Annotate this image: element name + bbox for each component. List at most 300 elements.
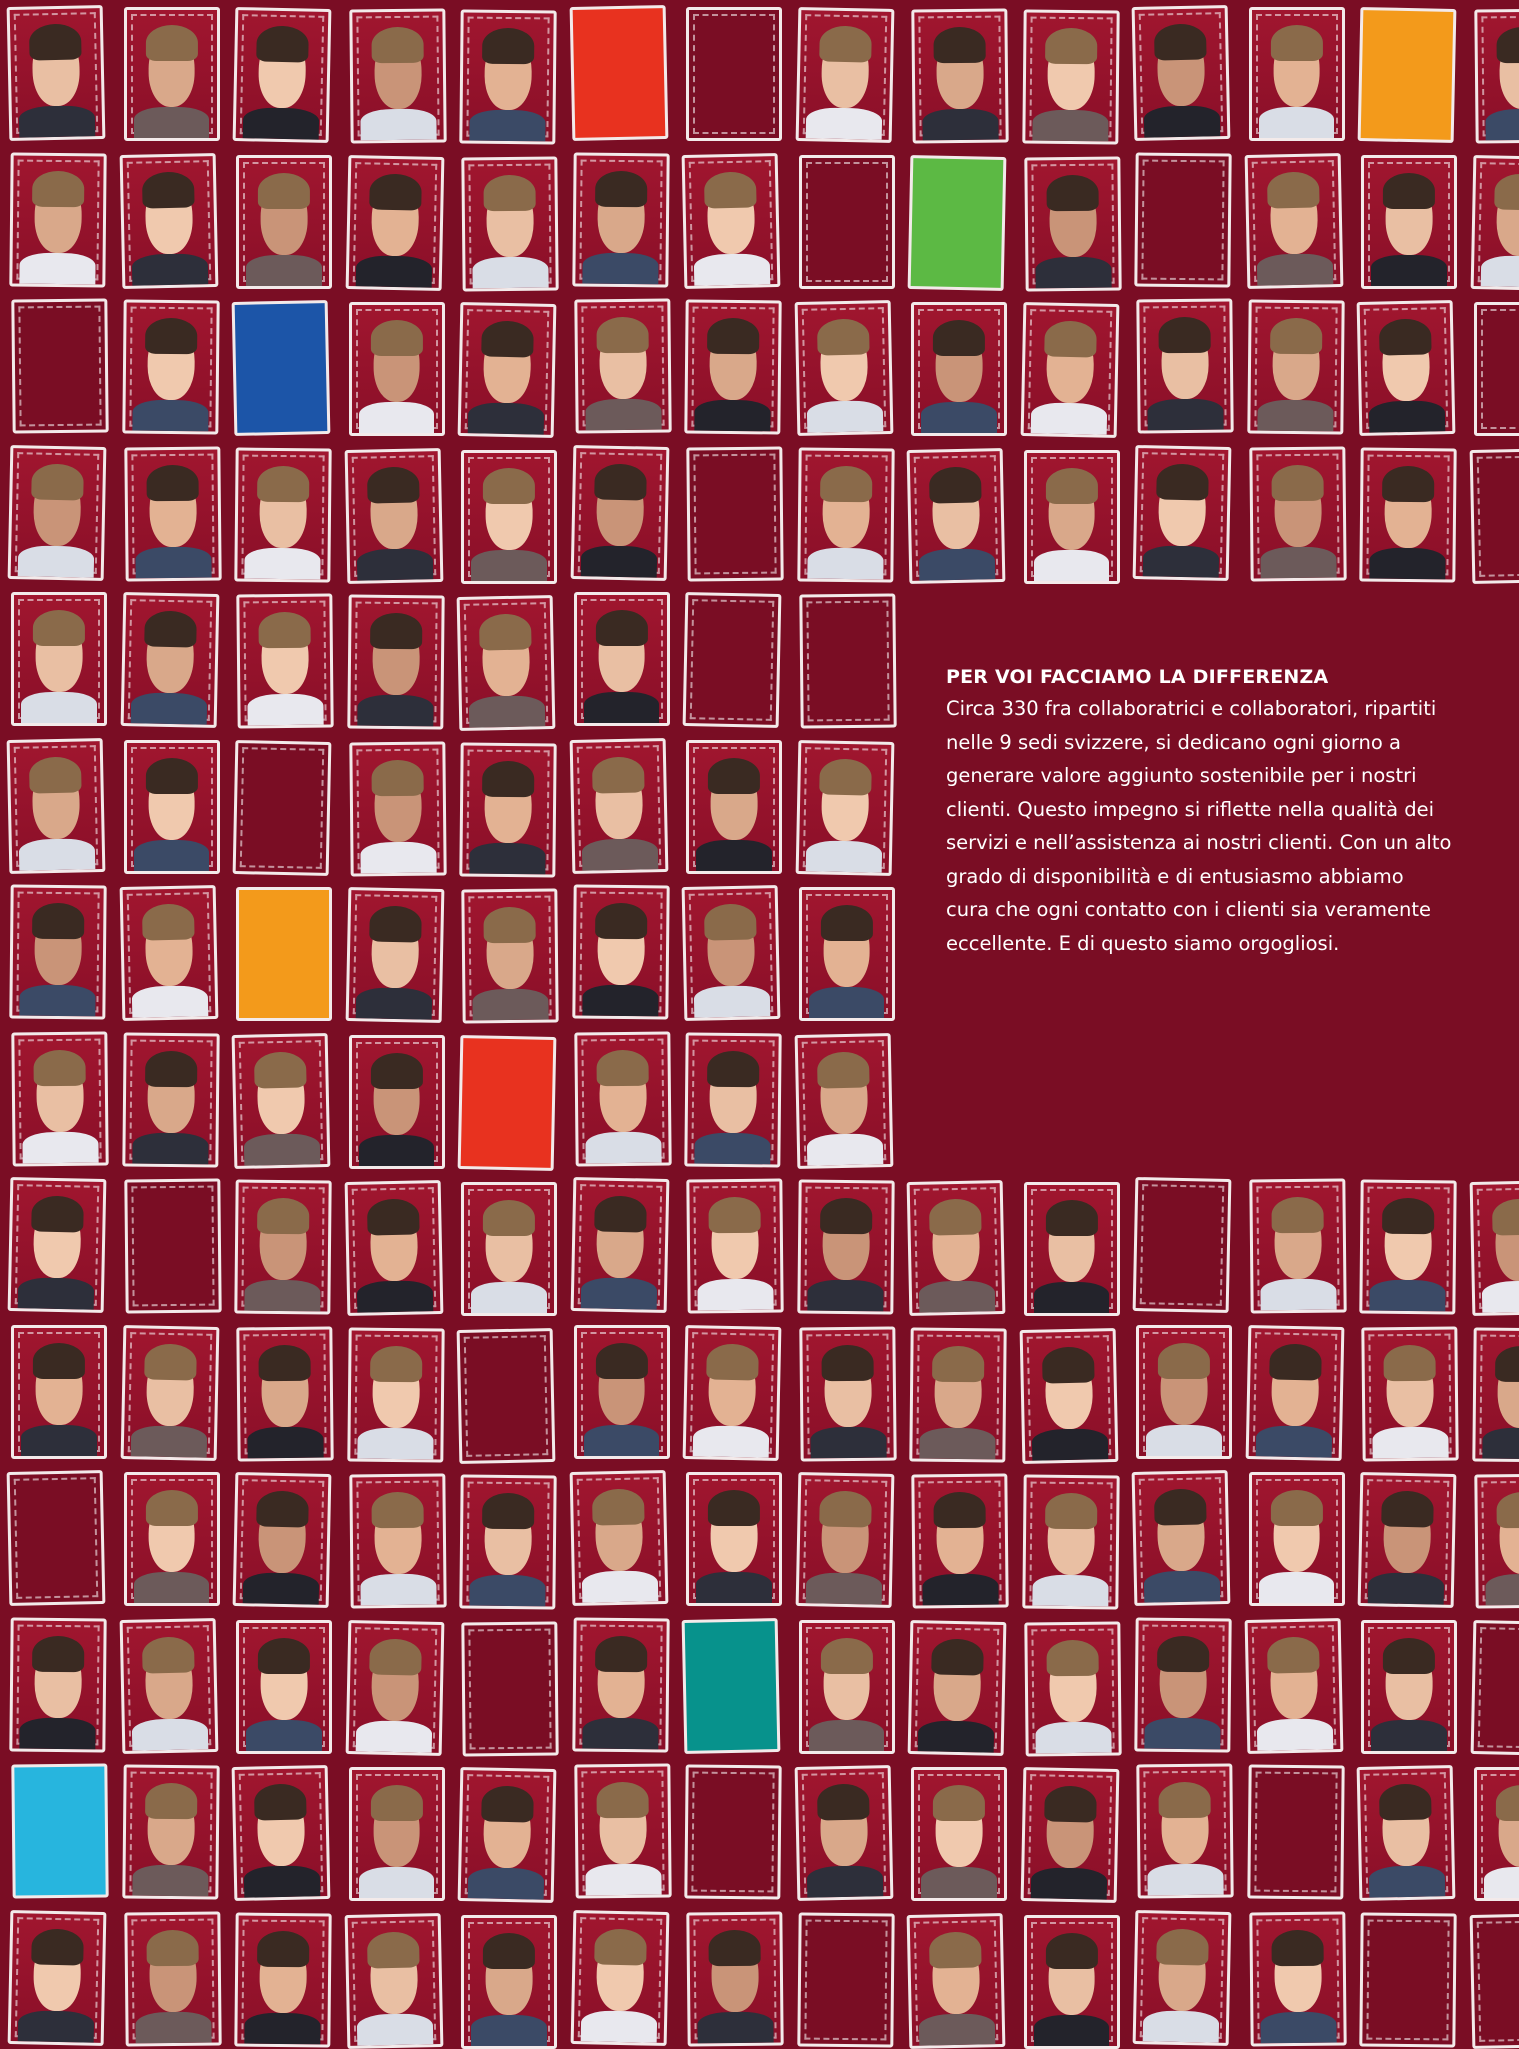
portrait-shirt — [805, 1572, 881, 1604]
portrait-hair — [1045, 1493, 1098, 1529]
portrait-hair — [1495, 1785, 1519, 1821]
portrait-shirt — [807, 1280, 883, 1312]
portrait-photo — [120, 1325, 219, 1461]
portrait-photo — [1357, 1765, 1456, 1901]
portrait-hair — [481, 321, 534, 358]
portrait-shirt — [468, 1867, 544, 1899]
portrait-hair — [1379, 319, 1432, 356]
portrait-hair — [596, 1050, 649, 1086]
portrait-photo — [907, 448, 1006, 584]
portrait-hair — [144, 1343, 197, 1380]
portrait-photo — [572, 152, 669, 287]
portrait-photo — [1020, 1767, 1119, 1903]
portrait-shirt — [581, 1570, 657, 1602]
portrait-shirt — [18, 545, 94, 577]
portrait-hair — [146, 465, 199, 501]
portrait-hair — [1046, 1640, 1099, 1676]
portrait-hair — [820, 1198, 873, 1234]
portrait-photo — [9, 152, 106, 287]
panel-body: Circa 330 fra collaboratrici e collaboratori, ripartiti nelle 9 sedi svizzere, si dedicano ogni giorno a generare valore aggiunto sostenibile per i nostri clienti. Questo impegno si riflette nella qualità dei servizi e nell’assistenza ai nostri clienti. Con un alto grado di disponibilità e di entusiasmo abbiamo cura che ogni contatto con i clienti sia veramente eccellente. E di questo siamo orgogliosi. — [946, 692, 1506, 960]
portrait-hair — [596, 1782, 649, 1818]
portrait-hair — [820, 905, 872, 941]
portrait-hair — [371, 1492, 424, 1528]
portrait-photo — [570, 1177, 669, 1313]
portrait-photo — [458, 302, 557, 438]
portrait-shirt — [359, 402, 435, 433]
portrait-shirt — [135, 2011, 211, 2043]
portrait-shirt — [19, 105, 95, 137]
portrait-shirt — [130, 692, 206, 724]
portrait-shirt — [1031, 1428, 1107, 1460]
portrait-hair — [591, 1489, 644, 1526]
portrait-hair — [1496, 1492, 1519, 1528]
portrait-hair — [933, 1785, 985, 1821]
portrait-hair — [145, 1783, 198, 1819]
portrait-photo — [344, 1913, 443, 2049]
portrait-shirt — [919, 548, 995, 580]
portrait-shirt — [130, 1425, 206, 1457]
portrait-photo — [570, 1910, 669, 2046]
portrait-shirt — [923, 1574, 999, 1606]
portrait-hair — [933, 1492, 986, 1528]
portrait-hair — [141, 1636, 194, 1673]
color-tile-orange — [1358, 7, 1457, 143]
portrait-photo — [686, 1911, 783, 2046]
portrait-shirt — [244, 1865, 320, 1897]
portrait-photo — [347, 1327, 444, 1462]
portrait-photo — [120, 592, 219, 728]
portrait-hair — [1270, 318, 1323, 354]
portrait-hair — [1383, 1345, 1436, 1381]
portrait-photo — [8, 1177, 107, 1313]
empty-frame — [797, 1912, 894, 2047]
portrait-photo — [909, 1327, 1006, 1462]
portrait-hair — [32, 171, 85, 207]
portrait-shirt — [131, 1718, 207, 1750]
portrait-shirt — [585, 1131, 661, 1163]
portrait-shirt — [582, 252, 658, 284]
portrait-shirt — [809, 987, 885, 1018]
portrait-hair — [254, 1051, 307, 1088]
portrait-hair — [929, 1931, 982, 1968]
portrait-photo — [799, 887, 895, 1021]
portrait-hair — [1271, 1197, 1324, 1233]
portrait-hair — [33, 1343, 85, 1379]
portrait-photo — [124, 7, 220, 141]
portrait-shirt — [1144, 105, 1220, 137]
portrait-hair — [144, 611, 197, 648]
portrait-shirt — [1035, 1721, 1111, 1753]
portrait-hair — [254, 1784, 307, 1821]
portrait-photo — [794, 300, 893, 436]
portrait-shirt — [355, 1720, 431, 1752]
portrait-photo — [7, 5, 106, 141]
portrait-photo — [461, 889, 558, 1024]
portrait-hair — [708, 1490, 760, 1526]
portrait-shirt — [1255, 1425, 1331, 1457]
portrait-hair — [371, 27, 424, 63]
portrait-photo — [457, 595, 556, 731]
portrait-photo — [572, 885, 669, 1020]
portrait-photo — [1133, 445, 1232, 581]
portrait-photo — [234, 1180, 331, 1315]
portrait-photo — [572, 1617, 669, 1752]
portrait-hair — [257, 466, 310, 502]
portrait-photo — [1472, 1327, 1519, 1462]
portrait-photo — [911, 9, 1008, 144]
portrait-shirt — [807, 547, 883, 579]
portrait-photo — [684, 1032, 781, 1167]
portrait-photo — [795, 1472, 894, 1608]
portrait-photo — [1361, 1620, 1457, 1754]
portrait-photo — [682, 153, 781, 289]
portrait-photo — [11, 1325, 107, 1459]
portrait-shirt — [923, 109, 999, 141]
portrait-shirt — [1370, 1280, 1446, 1312]
portrait-shirt — [473, 256, 549, 288]
portrait-shirt — [1484, 1867, 1519, 1898]
portrait-photo — [1134, 1617, 1231, 1752]
portrait-shirt — [18, 2010, 94, 2042]
portrait-shirt — [470, 842, 546, 874]
portrait-photo — [794, 1033, 893, 1169]
portrait-photo — [797, 1180, 894, 1315]
portrait-shirt — [360, 1574, 436, 1606]
portrait-shirt — [582, 985, 658, 1017]
portrait-hair — [1495, 1346, 1519, 1382]
portrait-shirt — [245, 1280, 321, 1312]
portrait-hair — [591, 756, 644, 793]
portrait-hair — [145, 1490, 197, 1526]
portrait-photo — [1474, 1474, 1519, 1609]
portrait-photo — [461, 1915, 557, 2049]
portrait-shirt — [1370, 547, 1446, 579]
portrait-hair — [483, 907, 536, 943]
portrait-hair — [1270, 1490, 1322, 1526]
portrait-shirt — [805, 840, 881, 872]
portrait-hair — [819, 1491, 872, 1528]
portrait-hair — [483, 1933, 535, 1969]
text-panel — [946, 666, 1506, 960]
portrait-shirt — [919, 1280, 995, 1312]
portrait-hair — [479, 614, 532, 651]
portrait-hair — [1271, 465, 1324, 501]
portrait-shirt — [1369, 400, 1445, 432]
portrait-photo — [686, 1472, 782, 1606]
portrait-hair — [29, 756, 82, 793]
empty-frame — [457, 1328, 556, 1464]
portrait-photo — [1020, 302, 1119, 438]
empty-frame — [686, 446, 783, 581]
portrait-photo — [682, 885, 781, 1021]
color-tile-red — [458, 1035, 557, 1171]
portrait-hair — [704, 171, 757, 208]
portrait-shirt — [357, 1427, 433, 1459]
portrait-shirt — [698, 1279, 774, 1311]
portrait-shirt — [585, 1864, 661, 1896]
portrait-shirt — [245, 547, 321, 579]
portrait-hair — [31, 1928, 84, 1965]
portrait-photo — [236, 1326, 333, 1461]
portrait-shirt — [132, 1865, 208, 1897]
portrait-hair — [481, 1786, 534, 1823]
portrait-shirt — [244, 1133, 320, 1165]
portrait-shirt — [1371, 255, 1447, 286]
portrait-shirt — [470, 110, 546, 142]
portrait-shirt — [360, 841, 436, 873]
portrait-hair — [816, 319, 869, 356]
portrait-shirt — [135, 546, 211, 578]
portrait-photo — [907, 1913, 1006, 2049]
portrait-photo — [1361, 155, 1457, 289]
portrait-hair — [145, 25, 197, 61]
portrait-photo — [122, 1765, 219, 1900]
portrait-photo — [1024, 156, 1121, 291]
portrait-shirt — [696, 1572, 772, 1603]
portrait-hair — [1266, 1636, 1319, 1673]
portrait-hair — [366, 1199, 419, 1236]
portrait-shirt — [1145, 1717, 1221, 1749]
portrait-shirt — [580, 545, 656, 577]
portrait-shirt — [580, 1277, 656, 1309]
portrait-shirt — [1481, 1280, 1519, 1312]
portrait-shirt — [134, 1572, 210, 1603]
portrait-hair — [1044, 321, 1097, 358]
portrait-shirt — [919, 2013, 995, 2045]
portrait-photo — [459, 742, 556, 877]
portrait-hair — [1158, 317, 1211, 353]
portrait-hair — [33, 1050, 86, 1086]
portrait-hair — [258, 1638, 310, 1674]
portrait-hair — [1158, 1782, 1211, 1818]
portrait-photo — [1132, 1470, 1231, 1606]
portrait-shirt — [1257, 400, 1333, 432]
portrait-hair — [1045, 1933, 1097, 1969]
portrait-hair — [1154, 24, 1207, 61]
portrait-shirt — [1482, 1427, 1519, 1459]
portrait-photo — [349, 741, 446, 876]
portrait-shirt — [357, 695, 433, 727]
portrait-hair — [1494, 173, 1519, 210]
portrait-photo — [795, 740, 894, 876]
portrait-photo — [461, 156, 558, 291]
portrait-hair — [821, 1345, 874, 1381]
portrait-hair — [33, 610, 85, 646]
portrait-photo — [1024, 1915, 1120, 2049]
portrait-photo — [1136, 1325, 1232, 1459]
portrait-photo — [233, 1472, 332, 1608]
portrait-hair — [256, 26, 309, 63]
portrait-photo — [1359, 447, 1456, 582]
empty-frame — [683, 592, 782, 728]
portrait-photo — [569, 1470, 668, 1606]
portrait-photo — [1247, 300, 1344, 435]
portrait-shirt — [468, 402, 544, 434]
portrait-shirt — [134, 840, 210, 871]
portrait-shirt — [355, 255, 431, 287]
portrait-shirt — [1034, 1282, 1110, 1313]
portrait-photo — [349, 1474, 446, 1609]
portrait-photo — [11, 592, 107, 726]
portrait-shirt — [471, 2015, 547, 2046]
portrait-hair — [595, 171, 648, 207]
portrait-shirt — [132, 400, 208, 432]
portrait-hair — [704, 904, 757, 941]
portrait-photo — [1022, 1475, 1119, 1610]
portrait-hair — [1158, 1343, 1210, 1379]
portrait-shirt — [806, 1133, 882, 1165]
portrait-hair — [1270, 25, 1322, 61]
portrait-photo — [1244, 1618, 1343, 1754]
portrait-hair — [483, 1200, 535, 1236]
portrait-shirt — [248, 694, 324, 726]
portrait-shirt — [1034, 2015, 1110, 2046]
portrait-shirt — [1368, 1572, 1444, 1604]
portrait-hair — [1045, 1200, 1097, 1236]
portrait-shirt — [248, 1426, 324, 1458]
portrait-photo — [1024, 1621, 1121, 1756]
portrait-hair — [1046, 175, 1099, 211]
portrait-shirt — [1259, 107, 1335, 138]
portrait-photo — [1249, 446, 1346, 581]
color-tile-green — [908, 155, 1007, 291]
portrait-hair — [820, 1638, 872, 1674]
portrait-shirt — [20, 985, 96, 1017]
portrait-hair — [257, 1198, 310, 1234]
portrait-shirt — [132, 1132, 208, 1164]
portrait-photo — [119, 153, 218, 289]
portrait-hair — [1045, 28, 1098, 64]
portrait-hair — [29, 24, 82, 61]
portrait-shirt — [1144, 1570, 1220, 1602]
portrait-shirt — [246, 255, 322, 286]
portrait-shirt — [1256, 253, 1332, 285]
portrait-shirt — [18, 1277, 94, 1309]
portrait-photo — [1249, 7, 1345, 141]
portrait-hair — [1383, 173, 1435, 209]
portrait-photo — [236, 155, 332, 289]
portrait-photo — [797, 447, 894, 582]
portrait-shirt — [359, 1135, 435, 1166]
portrait-photo — [686, 1179, 783, 1314]
portrait-shirt — [21, 1425, 97, 1456]
empty-frame — [1134, 152, 1231, 287]
portrait-hair — [931, 1638, 984, 1675]
portrait-hair — [707, 1051, 760, 1087]
portrait-photo — [1474, 9, 1519, 144]
portrait-shirt — [585, 399, 661, 431]
portrait-photo — [1359, 1180, 1456, 1315]
portrait-photo — [1249, 1472, 1345, 1606]
portrait-photo — [1024, 450, 1120, 584]
portrait-shirt — [810, 1426, 886, 1458]
portrait-hair — [1382, 1198, 1435, 1234]
portrait-photo — [349, 1767, 445, 1901]
portrait-hair — [594, 1928, 647, 1965]
portrait-hair — [594, 463, 647, 500]
portrait-shirt — [1373, 1426, 1449, 1458]
portrait-hair — [366, 1931, 419, 1968]
portrait-hair — [1154, 1489, 1207, 1526]
portrait-photo — [119, 885, 218, 1021]
portrait-hair — [371, 760, 424, 796]
portrait-hair — [256, 1491, 309, 1528]
empty-frame — [684, 1765, 781, 1900]
portrait-photo — [459, 10, 556, 145]
portrait-shirt — [584, 1425, 660, 1456]
portrait-photo — [1132, 5, 1231, 141]
portrait-hair — [933, 320, 985, 356]
portrait-photo — [458, 1767, 557, 1903]
portrait-hair — [257, 1931, 310, 1967]
empty-frame — [799, 155, 895, 289]
portrait-photo — [574, 1764, 671, 1899]
empty-frame — [799, 594, 896, 729]
portrait-shirt — [1143, 545, 1219, 577]
portrait-hair — [482, 1493, 535, 1529]
portrait-shirt — [131, 985, 207, 1017]
portrait-hair — [482, 28, 535, 64]
portrait-shirt — [1148, 1864, 1224, 1896]
portrait-hair — [708, 1197, 761, 1233]
portrait-shirt — [470, 1575, 546, 1607]
portrait-hair — [595, 1636, 648, 1672]
portrait-photo — [8, 1910, 107, 2046]
portrait-hair — [31, 463, 84, 500]
portrait-hair — [1271, 1930, 1324, 1966]
portrait-photo — [122, 300, 219, 435]
portrait-photo — [570, 445, 669, 581]
portrait-hair — [595, 903, 648, 939]
portrait-hair — [370, 613, 423, 649]
portrait-hair — [370, 1785, 422, 1821]
portrait-shirt — [356, 1280, 432, 1312]
portrait-shirt — [1260, 546, 1336, 578]
portrait-shirt — [920, 1427, 996, 1459]
portrait-shirt — [582, 1717, 658, 1749]
portrait-photo — [574, 592, 670, 726]
portrait-shirt — [21, 692, 97, 723]
portrait-shirt — [695, 400, 771, 432]
portrait-hair — [1383, 1638, 1435, 1674]
portrait-hair — [929, 466, 982, 503]
portrait-hair — [1044, 1786, 1097, 1823]
portrait-hair — [483, 468, 535, 504]
portrait-photo — [9, 1617, 106, 1752]
portrait-photo — [344, 448, 443, 584]
portrait-hair — [369, 906, 422, 943]
portrait-hair — [932, 1346, 985, 1382]
portrait-photo — [124, 740, 220, 874]
empty-frame — [11, 299, 108, 434]
portrait-shirt — [806, 1865, 882, 1897]
empty-frame — [1133, 1177, 1232, 1313]
portrait-photo — [1136, 1764, 1233, 1899]
portrait-photo — [1019, 1328, 1118, 1464]
portrait-photo — [908, 1620, 1007, 1756]
portrait-hair — [145, 1051, 198, 1087]
portrait-hair — [819, 758, 872, 795]
empty-frame — [1247, 1765, 1344, 1900]
portrait-hair — [706, 1343, 759, 1380]
portrait-shirt — [1260, 2011, 1336, 2043]
portrait-photo — [1470, 155, 1519, 291]
empty-frame — [686, 7, 782, 141]
portrait-shirt — [20, 252, 96, 284]
portrait-shirt — [918, 1720, 994, 1752]
portrait-shirt — [1146, 1425, 1222, 1456]
portrait-hair — [1269, 1343, 1322, 1380]
